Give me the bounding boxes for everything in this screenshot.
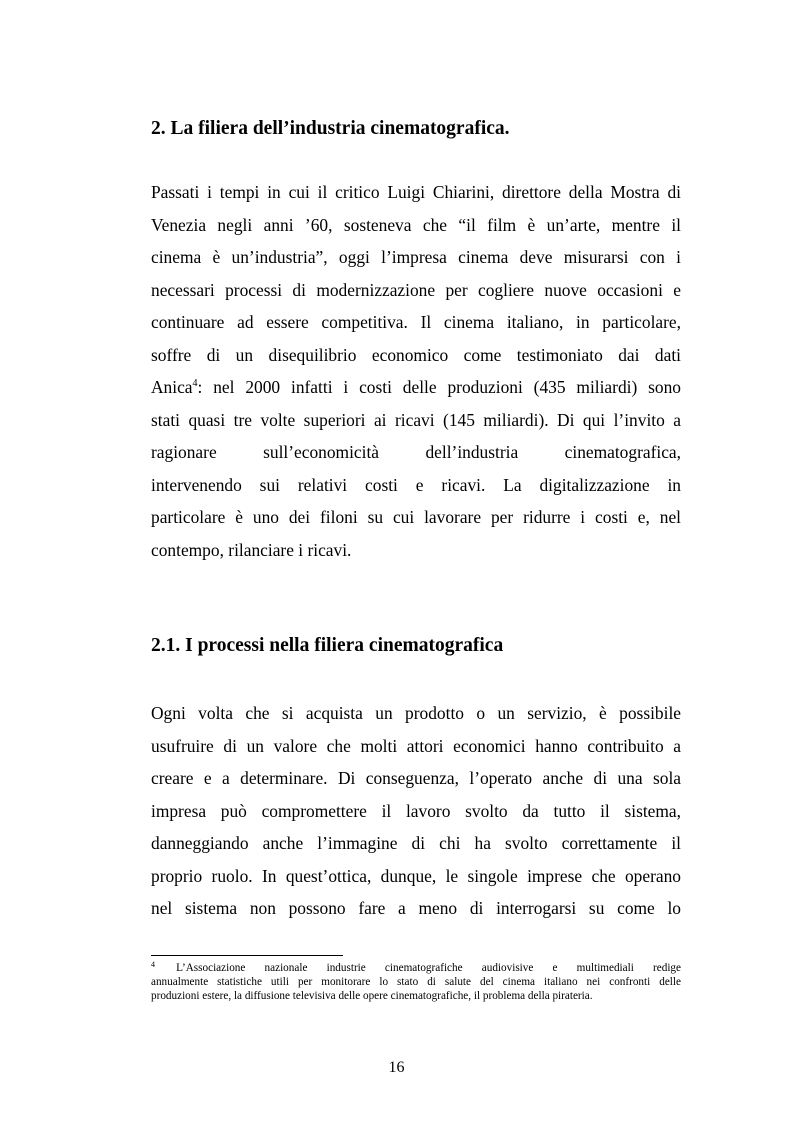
footnote-text: L’Associazione nazionale industrie cinematografiche audiovisive e multimediali redige bbox=[157, 962, 681, 974]
text-line-with-footnote-ref bbox=[151, 371, 681, 404]
subsection-paragraph bbox=[151, 697, 681, 925]
footnote bbox=[151, 961, 681, 1003]
subsection-heading: 2.1. I processi nella filiera cinematografica bbox=[151, 635, 504, 656]
text-line: usufruire di un valore che molti attori economici hanno contribuito a bbox=[151, 735, 681, 756]
text-line: proprio ruolo. In quest’ottica, dunque, le singole imprese che operano bbox=[151, 865, 681, 886]
footnote-line: annualmente statistiche utili per monitorare lo stato di salute del cinema italiano nei confronti delle bbox=[151, 976, 681, 988]
text-line: particolare è uno dei filoni su cui lavorare per ridurre i costi e, nel bbox=[151, 507, 681, 527]
text-line: creare e a determinare. Di conseguenza, l’operato anche di una sola bbox=[151, 768, 681, 788]
section-heading: 2. La filiera dell’industria cinematografica. bbox=[151, 118, 510, 139]
footnote-line bbox=[151, 961, 681, 975]
section-paragraph bbox=[151, 176, 681, 566]
text-line: intervenendo sui relativi costi e ricavi. La digitalizzazione in bbox=[151, 474, 681, 495]
text-line: continuare ad essere competitiva. Il cinema italiano, in particolare, bbox=[151, 312, 681, 332]
text-line: nel sistema non possono fare a meno di interrogarsi su come lo bbox=[151, 898, 681, 918]
text-line: impresa può compromettere il lavoro svolto da tutto il sistema, bbox=[151, 800, 681, 821]
text-line: contempo, rilanciare i ricavi. bbox=[151, 539, 352, 560]
text-fragment: Anica bbox=[151, 377, 193, 397]
text-line: Venezia negli anni ’60, sosteneva che “il film è un’arte, mentre il bbox=[151, 214, 681, 235]
page-number: 16 bbox=[388, 1059, 405, 1076]
text-line: Passati i tempi in cui il critico Luigi Chiarini, direttore della Mostra di bbox=[151, 182, 681, 202]
footnote-reference[interactable]: 4 bbox=[192, 378, 198, 389]
text-line: necessari processi di modernizzazione per cogliere nuove occasioni e bbox=[151, 279, 681, 300]
text-line: soffre di un disequilibrio economico come testimoniato dai dati bbox=[151, 344, 681, 365]
text-line: Ogni volta che si acquista un prodotto o un servizio, è possibile bbox=[151, 703, 681, 723]
text-line: stati quasi tre volte superiori ai ricavi (145 miliardi). Di qui l’invito a bbox=[151, 409, 681, 430]
text-line: ragionare sull’economicità dell’industria cinematografica, bbox=[151, 442, 681, 462]
footnote-separator bbox=[151, 955, 343, 956]
footnote-line: produzioni estere, la diffusione televisiva delle opere cinematografiche, il problema della pirateria. bbox=[151, 990, 593, 1002]
footnote-marker: 4 bbox=[151, 960, 155, 969]
text-fragment: : nel 2000 infatti i costi delle produzioni (435 miliardi) sono bbox=[197, 377, 681, 397]
text-line: danneggiando anche l’immagine di chi ha svolto correttamente il bbox=[151, 833, 681, 853]
text-line: cinema è un’industria”, oggi l’impresa cinema deve misurarsi con i bbox=[151, 247, 681, 267]
